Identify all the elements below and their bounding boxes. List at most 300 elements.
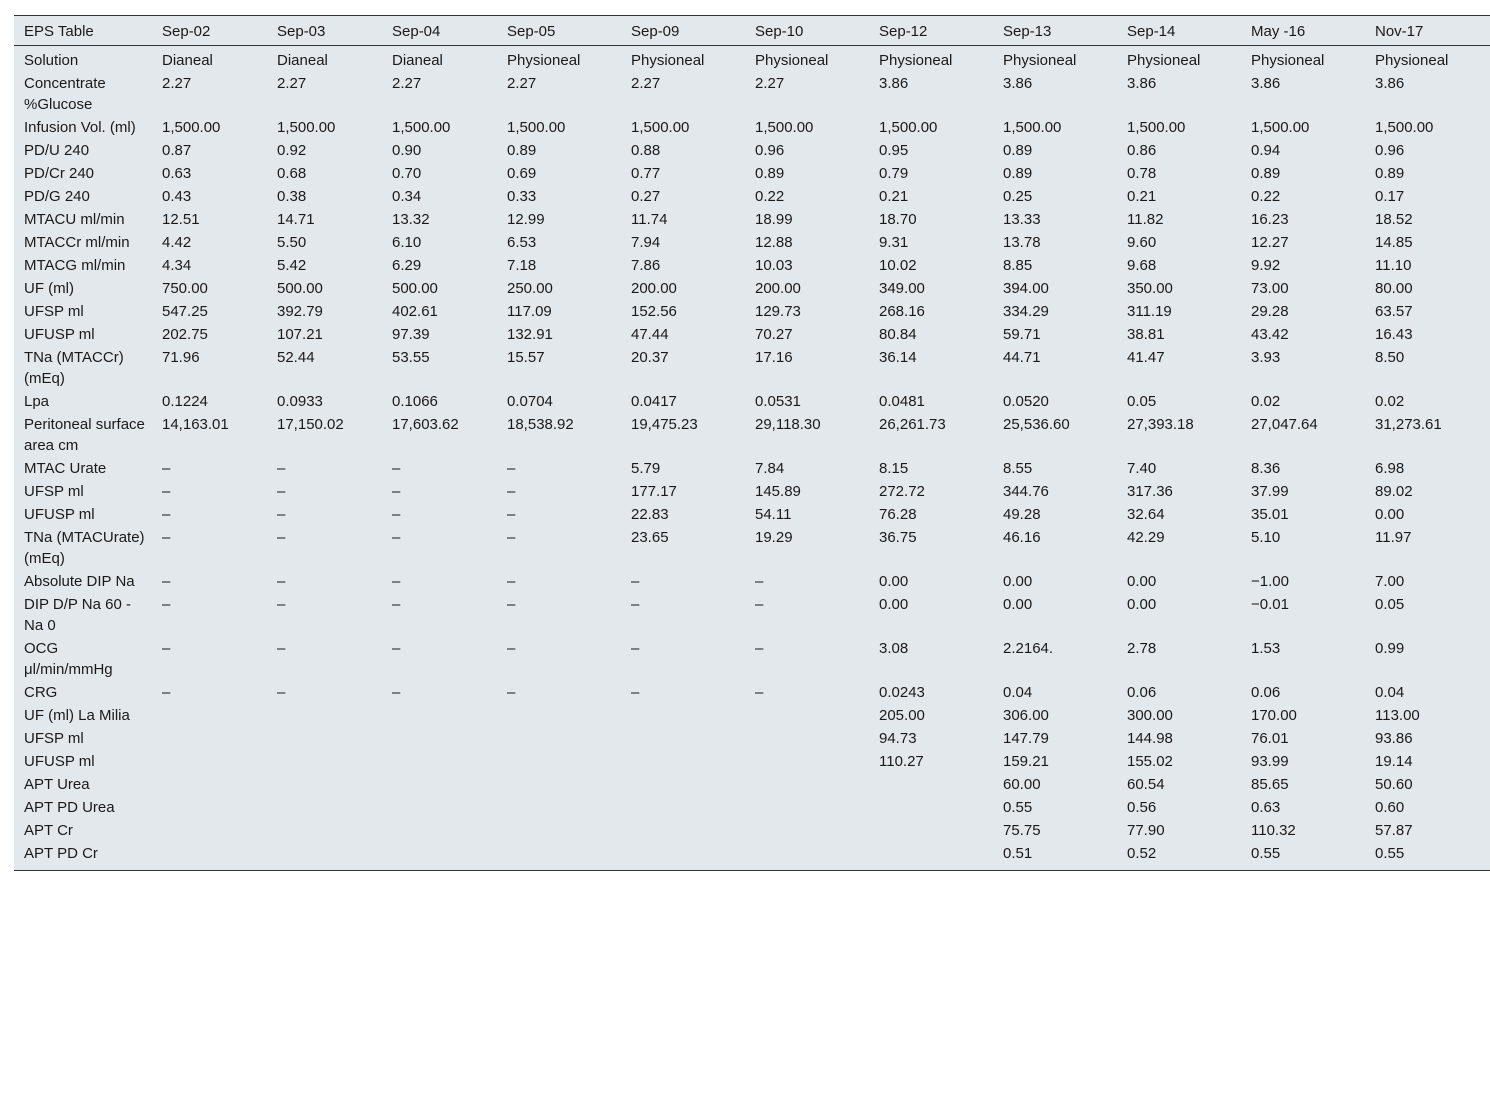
table-row <box>14 323 1490 346</box>
table-row <box>14 231 1490 254</box>
table-cell: 0.89 <box>1251 165 1281 182</box>
table-cell: 17,603.62 <box>392 416 459 433</box>
table-cell: 8.15 <box>879 460 909 477</box>
table-cell <box>745 796 869 819</box>
table-row <box>14 185 1490 208</box>
table-cell: 12.27 <box>1251 234 1289 251</box>
table-cell: 32.64 <box>1127 506 1165 523</box>
row-label: MTACU ml/min <box>24 211 125 228</box>
table-cell: 10.03 <box>755 257 793 274</box>
table-row <box>14 162 1490 185</box>
table-cell: 132.91 <box>507 326 553 343</box>
table-cell: Dianeal <box>162 52 213 69</box>
table-row <box>14 300 1490 323</box>
row-label: UFSP ml <box>24 483 84 500</box>
table-cell: 2.27 <box>507 75 537 92</box>
table-cell: – <box>507 460 516 477</box>
table-cell: 7.86 <box>631 257 661 274</box>
table-cell: 6.29 <box>392 257 422 274</box>
table-cell: 7.84 <box>755 460 785 477</box>
table-cell: 1,500.00 <box>879 119 938 136</box>
table-cell: 0.90 <box>392 142 422 159</box>
table-cell: 11.97 <box>1375 529 1412 546</box>
table-cell: 0.63 <box>1251 799 1281 816</box>
table-cell: 0.00 <box>1003 573 1033 590</box>
row-label: OCG μl/min/mmHg <box>24 640 113 678</box>
table-cell: 6.10 <box>392 234 422 251</box>
table-cell: 1,500.00 <box>1375 119 1434 136</box>
column-header: Sep-13 <box>993 16 1117 46</box>
table-cell: – <box>277 460 286 477</box>
table-cell: 152.56 <box>631 303 677 320</box>
row-label: TNa (MTACCr) (mEq) <box>24 349 124 387</box>
table-cell: 5.79 <box>631 460 661 477</box>
table-cell: 2.2164. <box>1003 640 1054 657</box>
eps-table <box>14 16 1490 870</box>
table-cell <box>267 842 382 870</box>
table-cell: 20.37 <box>631 349 669 366</box>
table-cell: 0.43 <box>162 188 192 205</box>
table-cell: 0.1066 <box>392 393 438 410</box>
table-row <box>14 277 1490 300</box>
table-cell: Physioneal <box>1375 52 1449 69</box>
table-cell: 76.01 <box>1251 730 1289 747</box>
table-cell: 0.89 <box>1003 165 1033 182</box>
table-cell: 7.00 <box>1375 573 1405 590</box>
table-cell: – <box>162 573 171 590</box>
table-row <box>14 46 1490 73</box>
table-cell: – <box>277 483 286 500</box>
table-cell: 0.78 <box>1127 165 1157 182</box>
table-cell <box>152 796 267 819</box>
table-cell: 42.29 <box>1127 529 1165 546</box>
table-cell: 9.31 <box>879 234 909 251</box>
table-cell <box>621 842 745 870</box>
table-cell <box>745 750 869 773</box>
table-cell: 13.32 <box>392 211 430 228</box>
table-cell: 0.38 <box>277 188 307 205</box>
table-cell: 268.16 <box>879 303 925 320</box>
table-cell <box>152 819 267 842</box>
table-cell: 0.69 <box>507 165 537 182</box>
table-cell: 205.00 <box>879 707 925 724</box>
table-cell: 14,163.01 <box>162 416 229 433</box>
table-cell: 0.0933 <box>277 393 323 410</box>
table-cell: 306.00 <box>1003 707 1049 724</box>
row-label: APT Cr <box>24 822 73 839</box>
table-cell: 0.22 <box>1251 188 1281 205</box>
table-cell: 8.50 <box>1375 349 1405 366</box>
table-cell: 23.65 <box>631 529 669 546</box>
table-cell: 0.1224 <box>162 393 208 410</box>
table-cell: 25,536.60 <box>1003 416 1070 433</box>
table-row <box>14 593 1490 637</box>
table-cell <box>382 796 497 819</box>
table-cell: 0.22 <box>755 188 785 205</box>
table-cell: 113.00 <box>1375 707 1420 724</box>
table-cell: 117.09 <box>507 303 552 320</box>
table-cell: 311.19 <box>1127 303 1172 320</box>
table-cell: 8.85 <box>1003 257 1033 274</box>
table-cell: – <box>507 640 516 657</box>
table-cell: 93.86 <box>1375 730 1413 747</box>
table-cell: 0.89 <box>755 165 785 182</box>
table-cell: 17,150.02 <box>277 416 344 433</box>
table-cell: 46.16 <box>1003 529 1041 546</box>
table-cell: 0.33 <box>507 188 537 205</box>
table-cell <box>497 773 621 796</box>
table-cell: 7.94 <box>631 234 661 251</box>
table-cell: 317.36 <box>1127 483 1173 500</box>
table-cell <box>497 819 621 842</box>
table-cell: 37.99 <box>1251 483 1289 500</box>
table-cell: 7.18 <box>507 257 537 274</box>
table-cell: 0.17 <box>1375 188 1405 205</box>
table-row <box>14 116 1490 139</box>
table-cell: 2.27 <box>162 75 192 92</box>
table-cell <box>267 819 382 842</box>
table-cell: −0.01 <box>1251 596 1289 613</box>
table-cell: 19.29 <box>755 529 793 546</box>
table-cell: 6.53 <box>507 234 537 251</box>
table-cell: 12.99 <box>507 211 545 228</box>
table-cell <box>745 704 869 727</box>
row-label: MTACG ml/min <box>24 257 126 274</box>
table-cell <box>152 750 267 773</box>
table-cell: 59.71 <box>1003 326 1041 343</box>
table-cell: 5.10 <box>1251 529 1281 546</box>
table-cell: 107.21 <box>277 326 323 343</box>
table-cell: 49.28 <box>1003 506 1041 523</box>
table-row <box>14 346 1490 390</box>
table-row <box>14 727 1490 750</box>
table-cell <box>869 796 993 819</box>
row-label: TNa (MTACUrate) (mEq) <box>24 529 145 567</box>
table-cell: 2.27 <box>392 75 422 92</box>
table-cell: 0.0531 <box>755 393 801 410</box>
table-cell: 155.02 <box>1127 753 1173 770</box>
table-cell: 3.86 <box>1375 75 1405 92</box>
row-label: Lpa <box>24 393 50 410</box>
table-cell: Physioneal <box>631 52 705 69</box>
table-cell: 0.89 <box>1003 142 1033 159</box>
table-cell <box>621 704 745 727</box>
table-cell: – <box>631 640 640 657</box>
table-cell: 0.34 <box>392 188 422 205</box>
table-cell: 0.02 <box>1251 393 1281 410</box>
table-cell: 3.86 <box>1127 75 1157 92</box>
table-cell: 2.27 <box>631 75 661 92</box>
table-cell: 71.96 <box>162 349 200 366</box>
table-cell: 1,500.00 <box>755 119 814 136</box>
table-cell: 75.75 <box>1003 822 1041 839</box>
row-label: UFUSP ml <box>24 753 95 770</box>
column-header: Sep-05 <box>497 16 621 46</box>
table-cell: 7.40 <box>1127 460 1157 477</box>
table-row <box>14 773 1490 796</box>
table-cell: – <box>162 529 171 546</box>
table-row <box>14 480 1490 503</box>
row-label: Absolute DIP Na <box>24 573 135 590</box>
table-row <box>14 72 1490 116</box>
table-cell: 0.0417 <box>631 393 677 410</box>
table-title-header: EPS Table <box>14 16 152 46</box>
table-cell: – <box>631 684 640 701</box>
table-cell: Physioneal <box>1127 52 1201 69</box>
table-cell: – <box>162 483 171 500</box>
table-cell: – <box>507 684 516 701</box>
table-row <box>14 750 1490 773</box>
table-cell: 0.27 <box>631 188 661 205</box>
table-cell: – <box>507 506 516 523</box>
table-cell: 392.79 <box>277 303 323 320</box>
table-cell: 0.25 <box>1003 188 1033 205</box>
table-row <box>14 570 1490 593</box>
row-label: UFUSP ml <box>24 326 95 343</box>
table-cell: 300.00 <box>1127 707 1173 724</box>
row-label: MTACCr ml/min <box>24 234 130 251</box>
table-cell: – <box>507 573 516 590</box>
table-cell: – <box>392 460 401 477</box>
table-cell: 0.70 <box>392 165 422 182</box>
table-cell <box>382 750 497 773</box>
table-cell: 0.96 <box>1375 142 1405 159</box>
table-cell: 22.83 <box>631 506 669 523</box>
table-cell: – <box>277 596 286 613</box>
table-cell: 0.92 <box>277 142 307 159</box>
table-cell: 0.51 <box>1003 845 1033 862</box>
table-row <box>14 390 1490 413</box>
table-cell: – <box>631 573 640 590</box>
table-cell: 18.52 <box>1375 211 1413 228</box>
table-cell: – <box>277 506 286 523</box>
table-cell <box>497 842 621 870</box>
table-cell: 1,500.00 <box>1127 119 1186 136</box>
table-cell: 0.60 <box>1375 799 1405 816</box>
table-cell <box>497 750 621 773</box>
table-cell: 3.93 <box>1251 349 1281 366</box>
column-header: Sep-09 <box>621 16 745 46</box>
table-cell: 18.70 <box>879 211 917 228</box>
table-cell: 0.0520 <box>1003 393 1049 410</box>
table-cell: 3.86 <box>1251 75 1281 92</box>
table-row <box>14 503 1490 526</box>
table-cell: 76.28 <box>879 506 917 523</box>
row-label: MTAC Urate <box>24 460 107 477</box>
table-cell: 0.94 <box>1251 142 1281 159</box>
table-cell: 19,475.23 <box>631 416 698 433</box>
table-cell: 250.00 <box>507 280 553 297</box>
table-cell: – <box>277 640 286 657</box>
table-cell: 14.71 <box>277 211 315 228</box>
table-cell: 350.00 <box>1127 280 1173 297</box>
table-cell: – <box>755 640 764 657</box>
column-header: Nov-17 <box>1365 16 1490 46</box>
table-cell: 402.61 <box>392 303 438 320</box>
table-cell: Physioneal <box>507 52 581 69</box>
table-cell: 3.86 <box>1003 75 1033 92</box>
table-cell: 0.04 <box>1003 684 1033 701</box>
table-cell: 52.44 <box>277 349 315 366</box>
table-cell <box>382 842 497 870</box>
table-cell <box>382 773 497 796</box>
table-cell: 0.06 <box>1251 684 1281 701</box>
table-cell: 29.28 <box>1251 303 1289 320</box>
table-row <box>14 796 1490 819</box>
table-cell: 35.01 <box>1251 506 1289 523</box>
table-cell: 0.79 <box>879 165 909 182</box>
row-label: UF (ml) La Milia <box>24 707 130 724</box>
table-cell: 0.89 <box>507 142 537 159</box>
table-cell: 0.86 <box>1127 142 1157 159</box>
table-cell: 0.68 <box>277 165 307 182</box>
table-cell: 110.32 <box>1251 822 1296 839</box>
table-cell: 9.68 <box>1127 257 1157 274</box>
table-cell: 0.77 <box>631 165 661 182</box>
row-label: UF (ml) <box>24 280 74 297</box>
table-cell: 202.75 <box>162 326 208 343</box>
table-cell: 0.0704 <box>507 393 553 410</box>
table-cell: 4.34 <box>162 257 192 274</box>
table-cell: 54.11 <box>755 506 792 523</box>
row-label: PD/U 240 <box>24 142 90 159</box>
table-cell: 57.87 <box>1375 822 1413 839</box>
table-cell <box>497 704 621 727</box>
table-cell: 89.02 <box>1375 483 1413 500</box>
table-cell: 0.00 <box>879 596 909 613</box>
table-cell: 1.53 <box>1251 640 1281 657</box>
row-label: APT PD Cr <box>24 845 98 862</box>
table-cell <box>745 727 869 750</box>
table-header <box>14 16 1490 46</box>
table-cell: 63.57 <box>1375 303 1413 320</box>
column-header: Sep-02 <box>152 16 267 46</box>
table-cell: 93.99 <box>1251 753 1289 770</box>
table-cell: 27,047.64 <box>1251 416 1318 433</box>
table-cell <box>497 796 621 819</box>
table-cell: 349.00 <box>879 280 925 297</box>
table-cell: 159.21 <box>1003 753 1049 770</box>
table-cell <box>869 773 993 796</box>
table-cell: – <box>392 640 401 657</box>
row-label: Concentrate %Glucose <box>24 75 106 113</box>
table-cell: 3.86 <box>879 75 909 92</box>
table-cell <box>267 750 382 773</box>
table-cell: 200.00 <box>755 280 801 297</box>
table-cell: 0.21 <box>1127 188 1157 205</box>
table-cell: 14.85 <box>1375 234 1413 251</box>
table-cell <box>869 819 993 842</box>
table-cell <box>745 773 869 796</box>
table-cell: 12.51 <box>162 211 200 228</box>
table-cell: 0.0243 <box>879 684 925 701</box>
table-cell: 17.16 <box>755 349 793 366</box>
table-cell: 27,393.18 <box>1127 416 1194 433</box>
table-cell: 0.63 <box>162 165 192 182</box>
table-cell: 73.00 <box>1251 280 1289 297</box>
table-cell <box>267 704 382 727</box>
table-cell: – <box>392 529 401 546</box>
table-cell: −1.00 <box>1251 573 1289 590</box>
table-cell: 145.89 <box>755 483 801 500</box>
table-row <box>14 413 1490 457</box>
table-cell <box>382 727 497 750</box>
table-cell: 41.47 <box>1127 349 1165 366</box>
table-cell: 44.71 <box>1003 349 1041 366</box>
table-cell: – <box>755 684 764 701</box>
table-cell: 6.98 <box>1375 460 1405 477</box>
table-cell: 18.99 <box>755 211 793 228</box>
table-cell: 500.00 <box>392 280 438 297</box>
table-cell <box>267 773 382 796</box>
row-label: UFSP ml <box>24 303 84 320</box>
table-cell: 60.00 <box>1003 776 1041 793</box>
table-row <box>14 526 1490 570</box>
table-cell: 0.02 <box>1375 393 1405 410</box>
table-row <box>14 681 1490 704</box>
table-cell: 1,500.00 <box>392 119 451 136</box>
table-cell: – <box>392 596 401 613</box>
table-cell: 0.04 <box>1375 684 1405 701</box>
table-cell: Physioneal <box>755 52 829 69</box>
row-label: UFUSP ml <box>24 506 95 523</box>
table-cell: 0.55 <box>1251 845 1281 862</box>
table-cell: 9.60 <box>1127 234 1157 251</box>
table-cell: 0.21 <box>879 188 909 205</box>
table-cell: 5.42 <box>277 257 307 274</box>
table-cell <box>621 727 745 750</box>
table-cell: 0.99 <box>1375 640 1405 657</box>
table-cell: – <box>755 573 764 590</box>
row-label: PD/Cr 240 <box>24 165 95 182</box>
table-cell: 97.39 <box>392 326 430 343</box>
table-cell <box>152 727 267 750</box>
table-cell <box>152 842 267 870</box>
column-header: Sep-12 <box>869 16 993 46</box>
table-cell: 547.25 <box>162 303 208 320</box>
table-cell: 129.73 <box>755 303 801 320</box>
table-cell: 0.56 <box>1127 799 1157 816</box>
table-cell: 0.95 <box>879 142 909 159</box>
table-cell: 5.50 <box>277 234 307 251</box>
table-cell: – <box>162 640 171 657</box>
table-cell: 11.10 <box>1375 257 1412 274</box>
table-cell: 344.76 <box>1003 483 1049 500</box>
table-cell <box>267 727 382 750</box>
table-cell: 11.74 <box>631 211 668 228</box>
table-row <box>14 139 1490 162</box>
table-cell <box>382 704 497 727</box>
table-cell <box>621 773 745 796</box>
table-cell: 0.00 <box>1127 573 1157 590</box>
table-row <box>14 637 1490 681</box>
table-body <box>14 46 1490 871</box>
table-cell: 0.05 <box>1375 596 1405 613</box>
table-cell: 50.60 <box>1375 776 1413 793</box>
table-cell: 12.88 <box>755 234 793 251</box>
table-cell: 19.14 <box>1375 753 1413 770</box>
table-cell: 26,261.73 <box>879 416 946 433</box>
row-label: CRG <box>24 684 58 701</box>
table-cell: – <box>507 596 516 613</box>
row-label: APT PD Urea <box>24 799 115 816</box>
table-cell: Physioneal <box>879 52 953 69</box>
table-cell: 77.90 <box>1127 822 1165 839</box>
table-cell: 110.27 <box>879 753 924 770</box>
table-cell: 11.82 <box>1127 211 1164 228</box>
table-cell: – <box>631 596 640 613</box>
table-cell: 43.42 <box>1251 326 1289 343</box>
